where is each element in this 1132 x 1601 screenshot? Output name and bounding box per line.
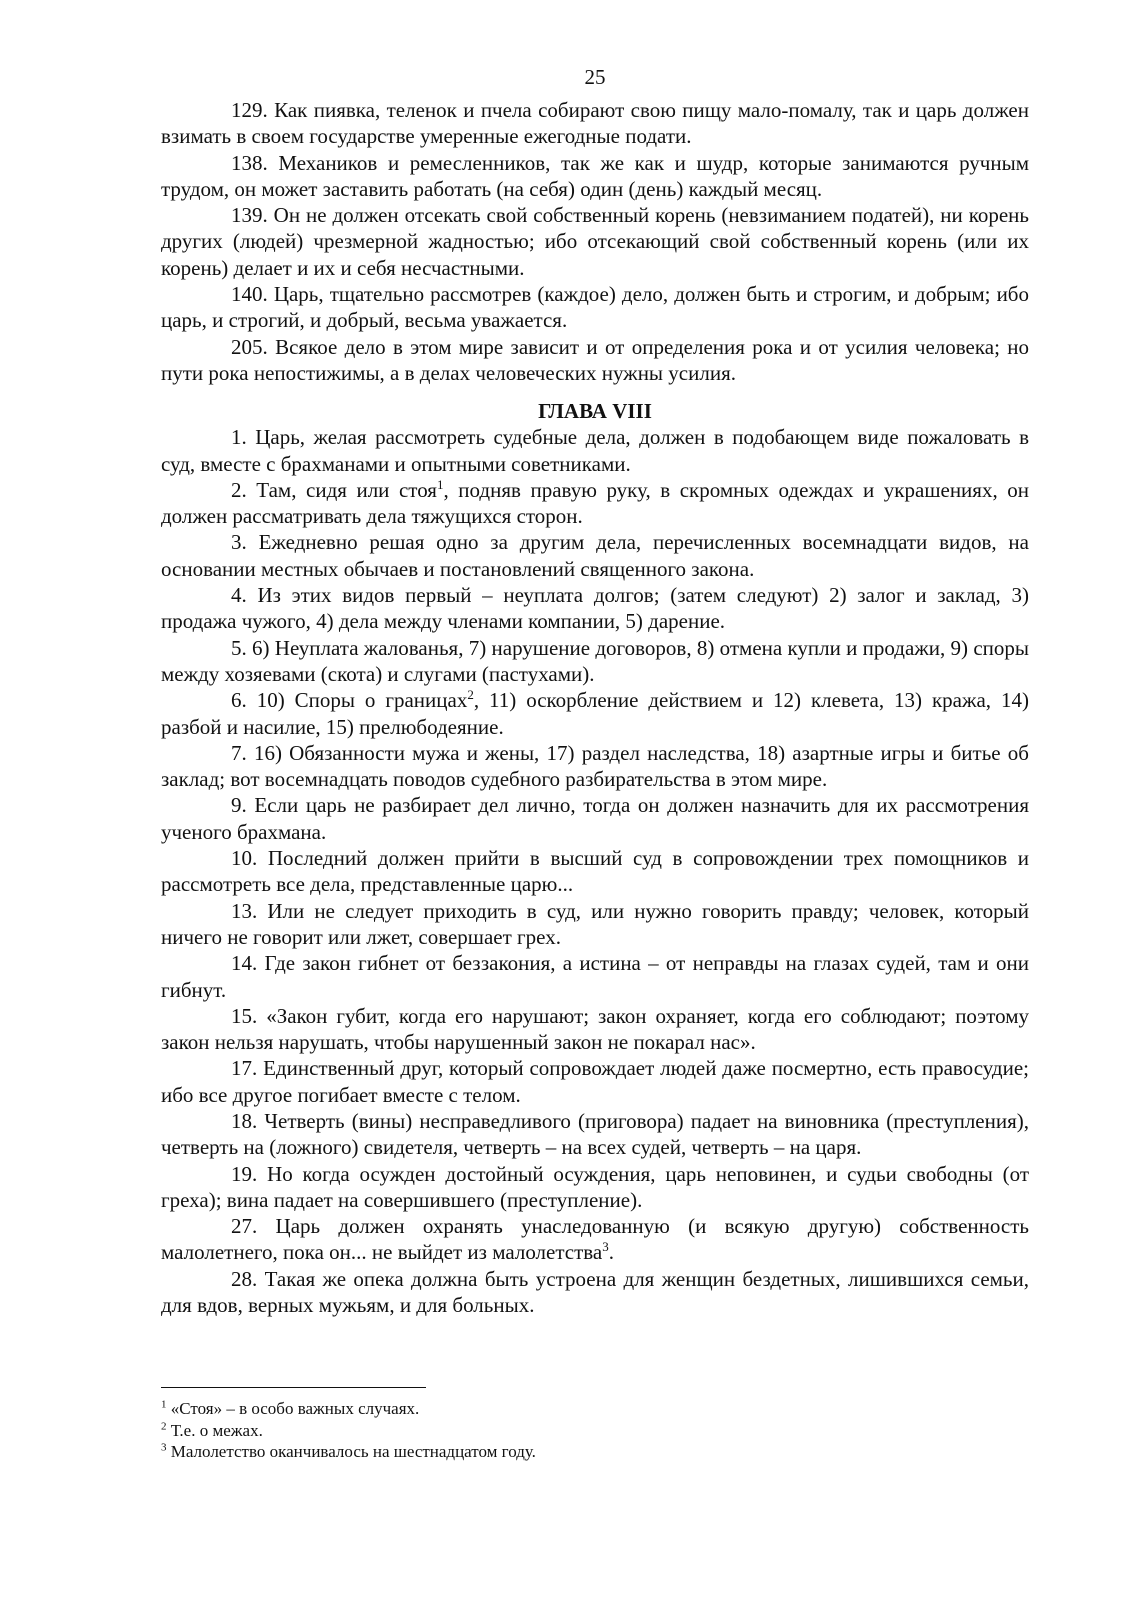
footnote-text-2: Т.е. о межах. (170, 1420, 263, 1440)
paragraph-138: 138. Механиков и ремесленников, так же как и шудр, которые занимаются ручным трудом, он может заставить работать (на себя) один (день) каждый месяц. (161, 150, 1029, 201)
paragraph-140: 140. Царь, тщательно рассмотрев (каждое) дело, должен быть и строгим, и добрым; ибо царь, и строгий, и добрый, весьма уважается. (161, 282, 1029, 333)
paragraph-6-text-end: , 11) оскорбление действием и 12) клевета, 13) кража, 14) разбой и насилие, 15) прелюбодеяние. (161, 688, 1029, 739)
footnote-1 (161, 1398, 1029, 1420)
paragraph-18: 18. Четверть (вины) несправедливого (приговора) падает на виновника (преступления), четверть на (ложного) свидетеля, четверть – на всех судей, четверть – на царя. (161, 1108, 1029, 1160)
paragraph-6-text-start: 6. 10) Споры о границах (231, 688, 468, 713)
footnote-ref-3: 3 (602, 1239, 609, 1255)
paragraph-17: 17. Единственный друг, который сопровождает людей даже посмертно, есть правосудие; ибо все другое погибает вместе с телом. (161, 1056, 1029, 1107)
paragraph-6 (161, 687, 1029, 740)
paragraph-27 (161, 1213, 1029, 1266)
footnote-mark-2: 2 (161, 1419, 167, 1432)
paragraph-129: 129. Как пиявка, теленок и пчела собирают свою пищу мало-помалу, так и царь должен взимать в своем государстве умеренные ежегодные подати. (161, 98, 1029, 149)
paragraph-7: 7. 16) Обязанности мужа и жены, 17) раздел наследства, 18) азартные игры и битье об заклад; вот восемнадцать поводов судебного разбирательства в этом мире. (161, 740, 1029, 792)
chapter-title: ГЛАВА VIII (538, 399, 652, 424)
paragraph-28: 28. Такая же опека должна быть устроена для женщин бездетных, лишившихся семьи, для вдов, верных мужьям, и для больных. (161, 1266, 1029, 1318)
paragraph-27-text-start: 27. Царь должен охранять унаследованную (и всякую другую) собственность малолетнего, пока он... не выйдет из малолетства (161, 1214, 1029, 1265)
paragraph-15: 15. «Закон губит, когда его нарушают; закон охраняет, когда его соблюдают; поэтому закон нельзя нарушать, чтобы нарушенный закон не покарал нас». (161, 1003, 1029, 1055)
paragraph-2-text-start: 2. Там, сидя или стоя (231, 477, 437, 502)
footnote-mark-1: 1 (161, 1398, 167, 1411)
footnote-3 (161, 1441, 1029, 1463)
paragraph-1: 1. Царь, желая рассмотреть судебные дела, должен в подобающем виде пожаловать в суд, вместе с брахманами и опытными советниками. (161, 425, 1029, 476)
footnotes (161, 1398, 1029, 1463)
paragraph-4: 4. Из этих видов первый – неуплата долгов; (затем следуют) 2) залог и заклад, 3) продажа чужого, 4) дела между членами компании, 5) дарение. (161, 583, 1029, 634)
paragraph-27-text-end: . (608, 1240, 614, 1265)
page-number: 25 (584, 65, 606, 89)
footnote-ref-2: 2 (467, 687, 474, 703)
footnote-divider (161, 1387, 426, 1388)
paragraph-9: 9. Если царь не разбирает дел лично, тогда он должен назначить для их рассмотрения ученого брахмана. (161, 793, 1029, 844)
footnote-text-1: «Стоя» – в особо важных случаях. (170, 1399, 420, 1418)
footnote-text-3: Малолетство оканчивалось на шестнадцатом году. (170, 1442, 536, 1461)
paragraph-2 (161, 477, 1029, 530)
paragraph-139: 139. Он не должен отсекать свой собственный корень (невзиманием податей), ни корень других (людей) чрезмерной жадностью; ибо отсекающий свой собственный корень (или их корень) делает и их и себя несчастными. (161, 203, 1029, 280)
paragraph-5: 5. 6) Неуплата жалованья, 7) нарушение договоров, 8) отмена купли и продажи, 9) споры между хозяевами (скота) и слугами (пастухами). (161, 635, 1029, 686)
paragraph-3: 3. Ежедневно решая одно за другим дела, перечисленных восемнадцати видов, на основании местных обычаев и постановлений священного закона. (161, 530, 1029, 581)
footnote-2 (161, 1420, 1029, 1442)
paragraph-19: 19. Но когда осужден достойный осуждения, царь неповинен, и судьи свободны (от греха); вина падает на совершившего (преступление). (161, 1161, 1029, 1212)
footnote-ref-1: 1 (436, 476, 444, 492)
paragraph-13: 13. Или не следует приходить в суд, или нужно говорить правду; человек, который ничего не говорит или лжет, совершает грех. (161, 898, 1029, 949)
paragraph-205: 205. Всякое дело в этом мире зависит и от определения рока и от усилия человека; но пути рока непостижимы, а в делах человеческих нужны усилия. (161, 334, 1029, 385)
footnote-mark-3: 3 (161, 1441, 167, 1454)
paragraph-14: 14. Где закон гибнет от беззакония, а истина – от неправды на глазах судей, там и они гибнут. (161, 951, 1029, 1002)
paragraph-2-text-end: , подняв правую руку, в скромных одеждах и украшениях, он должен рассматривать дела тяжущихся сторон. (161, 477, 1029, 529)
paragraph-10: 10. Последний должен прийти в высший суд в сопровождении трех помощников и рассмотреть все дела, представленные царю... (161, 846, 1029, 897)
page-body (161, 64, 1029, 1318)
